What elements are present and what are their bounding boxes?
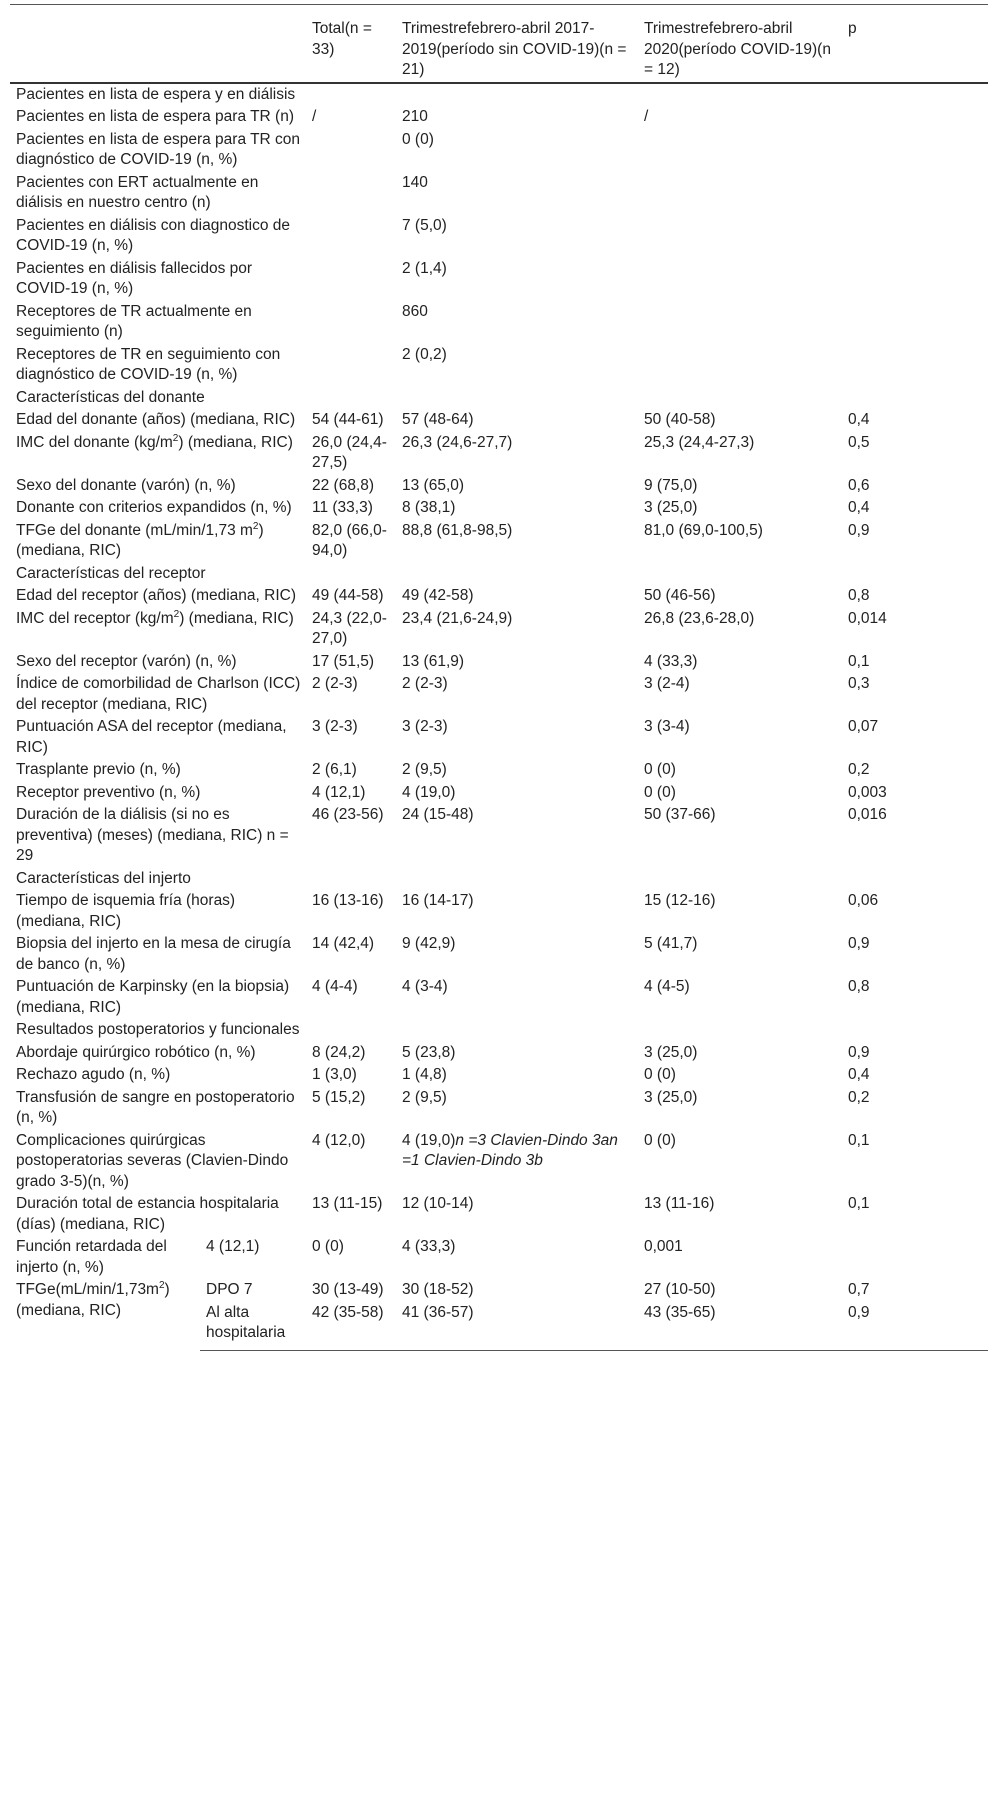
results-table bbox=[10, 4, 988, 1351]
cell-a: 2 (2-3) bbox=[402, 675, 448, 692]
cell-p: 0,7 bbox=[848, 1281, 870, 1298]
section-title: Características del injerto bbox=[16, 869, 191, 887]
cell-a: 210 bbox=[402, 108, 428, 125]
table-row bbox=[10, 1279, 988, 1302]
cell-total bbox=[306, 215, 396, 258]
section-title: Resultados postoperatorios y funcionales bbox=[16, 1021, 300, 1038]
row-label: Transfusión de sangre en postoperatorio (n, %) bbox=[16, 1088, 295, 1126]
cell-a: 3 (2-3) bbox=[402, 718, 448, 735]
cell-b: 3 (25,0) bbox=[644, 1043, 698, 1061]
table-row bbox=[10, 301, 988, 344]
table-row bbox=[10, 1130, 988, 1194]
cell-total bbox=[306, 301, 396, 344]
cell-p bbox=[842, 301, 988, 344]
cell-p: 0,9 bbox=[848, 1043, 870, 1061]
table-row bbox=[10, 608, 988, 651]
cell-b: 50 (40-58) bbox=[644, 411, 716, 428]
cell-p bbox=[842, 172, 988, 215]
label-text: ) (mediana, RIC) bbox=[16, 1281, 170, 1319]
label-sup: 2 bbox=[172, 432, 179, 444]
label-sup: 2 bbox=[252, 520, 259, 532]
cell-a: 5 (23,8) bbox=[402, 1043, 456, 1061]
cell-a: 2 (0,2) bbox=[402, 345, 447, 363]
cell-p: 0,2 bbox=[848, 1088, 870, 1106]
cell-a: 860 bbox=[402, 302, 428, 320]
cell-b: 27 (10-50) bbox=[644, 1281, 716, 1298]
cell-a: 57 (48-64) bbox=[402, 411, 474, 428]
row-label: Edad del donante (años) (mediana, RIC) bbox=[16, 411, 296, 428]
label-text: ) (mediana, RIC) bbox=[178, 433, 293, 451]
cell-p bbox=[842, 129, 988, 172]
cell-total: 11 (33,3) bbox=[312, 499, 373, 516]
cell-p: 0,06 bbox=[848, 892, 879, 909]
cell-a: 2 (1,4) bbox=[402, 259, 447, 277]
table-row bbox=[10, 1087, 988, 1130]
cell-a: 0 (0) bbox=[402, 130, 434, 148]
cell-total bbox=[306, 172, 396, 215]
cell-b: 0 (0) bbox=[644, 783, 676, 801]
cell-b: 0 (0) bbox=[644, 1066, 676, 1083]
cell-a: 4 (3-4) bbox=[402, 978, 448, 995]
row-label: Sexo del donante (varón) (n, %) bbox=[16, 476, 236, 494]
row-label: Receptores de TR en seguimiento con diagnóstico de COVID-19 (n, %) bbox=[16, 345, 281, 383]
cell-p bbox=[842, 106, 988, 129]
cell-total: 17 (51,5) bbox=[312, 652, 375, 670]
cell-total: 4 (12,1) bbox=[206, 1238, 260, 1255]
cell-total: 4 (12,0) bbox=[312, 1131, 366, 1149]
cell-p: 0,014 bbox=[848, 609, 887, 627]
table-row bbox=[10, 716, 988, 759]
cell-p: 0,4 bbox=[848, 411, 870, 428]
cell-b: 3 (3-4) bbox=[644, 718, 690, 735]
cell-total: 3 (2-3) bbox=[312, 718, 358, 735]
cell-total: 2 (6,1) bbox=[312, 761, 357, 778]
cell-b: 4 (4-5) bbox=[644, 978, 690, 995]
cell-p: 0,001 bbox=[644, 1238, 683, 1255]
cell-p: 0,4 bbox=[848, 499, 870, 516]
cell-a: 23,4 (21,6-24,9) bbox=[402, 609, 513, 627]
row-label: Duración de la diálisis (si no es preventiva) (meses) (mediana, RIC) n = 29 bbox=[16, 806, 289, 864]
cell-total: 54 (44-61) bbox=[312, 411, 384, 428]
table-row bbox=[10, 585, 988, 608]
table-row bbox=[10, 933, 988, 976]
cell-a: 49 (42-58) bbox=[402, 587, 474, 604]
sub-label: DPO 7 bbox=[206, 1281, 253, 1298]
table-row bbox=[10, 1064, 988, 1087]
table-row bbox=[10, 475, 988, 498]
row-label: Puntuación ASA del receptor (mediana, RIC) bbox=[16, 718, 287, 756]
row-label bbox=[10, 608, 306, 651]
cell-a: 41 (36-57) bbox=[396, 1302, 638, 1351]
table-row bbox=[10, 890, 988, 933]
label-sup: 2 bbox=[158, 1279, 165, 1291]
cell-a: 16 (14-17) bbox=[402, 892, 474, 909]
section-row bbox=[10, 563, 988, 586]
table-row bbox=[10, 759, 988, 782]
cell-b bbox=[638, 258, 842, 301]
cell-b: / bbox=[644, 108, 649, 125]
row-label: Función retardada del injerto (n, %) bbox=[16, 1238, 167, 1276]
cell-total: 4 (12,1) bbox=[312, 783, 366, 801]
label-text: IMC del donante (kg/m bbox=[16, 433, 173, 451]
label-text: TFGe(mL/min/1,73m bbox=[16, 1281, 159, 1298]
table-row bbox=[10, 129, 988, 172]
label-text: TFGe del donante (mL/min/1,73 m bbox=[16, 521, 253, 539]
cell-p bbox=[842, 344, 988, 387]
row-label: Abordaje quirúrgico robótico (n, %) bbox=[16, 1043, 256, 1061]
row-label: Pacientes en diálisis con diagnostico de COVID-19 (n, %) bbox=[16, 216, 291, 254]
row-label: Puntuación de Karpinsky (en la biopsia) (mediana, RIC) bbox=[16, 978, 290, 1016]
table-row bbox=[10, 1193, 988, 1236]
cell-total bbox=[306, 129, 396, 172]
table-row bbox=[10, 651, 988, 674]
row-label: Biopsia del injerto en la mesa de cirugía de banco (n, %) bbox=[16, 935, 291, 973]
cell-p: 0,8 bbox=[848, 587, 870, 604]
cell-total: 1 (3,0) bbox=[312, 1066, 357, 1083]
cell-a: 24 (15-48) bbox=[402, 806, 474, 823]
section-row bbox=[10, 83, 988, 107]
cell-a: 7 (5,0) bbox=[402, 216, 447, 234]
row-label: Índice de comorbilidad de Charlson (ICC) del receptor (mediana, RIC) bbox=[16, 675, 301, 713]
cell-total bbox=[306, 344, 396, 387]
row-label: Edad del receptor (años) (mediana, RIC) bbox=[16, 587, 296, 604]
cell-b: 15 (12-16) bbox=[644, 892, 716, 909]
section-row bbox=[10, 868, 988, 891]
label-sup: 2 bbox=[173, 608, 180, 620]
cell-p: 0,016 bbox=[848, 806, 887, 823]
cell-p: 0,1 bbox=[848, 652, 870, 670]
cell-p bbox=[842, 258, 988, 301]
cell-b: 0 (0) bbox=[644, 1131, 676, 1149]
table-row bbox=[10, 497, 988, 520]
cell-p: 0,6 bbox=[848, 476, 870, 494]
table-header-row bbox=[10, 5, 988, 83]
cell-p: 0,3 bbox=[848, 675, 870, 692]
cell-total: 82,0 (66,0-94,0) bbox=[312, 521, 387, 559]
table-row bbox=[10, 673, 988, 716]
cell-b bbox=[638, 344, 842, 387]
cell-empty bbox=[842, 1236, 988, 1279]
cell-p: 0,8 bbox=[848, 978, 870, 995]
row-label: Duración total de estancia hospitalaria (días) (mediana, RIC) bbox=[16, 1195, 279, 1233]
cell-total: 49 (44-58) bbox=[312, 587, 384, 604]
cell-total: / bbox=[312, 108, 317, 125]
section-title: Características del receptor bbox=[16, 564, 206, 582]
cell-b: 4 (33,3) bbox=[644, 652, 698, 670]
cell-b: 3 (2-4) bbox=[644, 675, 690, 692]
cell-total: 4 (4-4) bbox=[312, 978, 358, 995]
table-row bbox=[10, 976, 988, 1019]
table-row bbox=[10, 215, 988, 258]
cell-b: 3 (25,0) bbox=[644, 499, 698, 516]
label-text: ) (mediana, RIC) bbox=[179, 609, 294, 627]
header-total: Total(n = 33) bbox=[306, 5, 396, 83]
row-label: Pacientes en lista de espera para TR con diagnóstico de COVID-19 (n, %) bbox=[16, 130, 301, 168]
cell-a: 1 (4,8) bbox=[402, 1066, 447, 1083]
header-period-b: Trimestrefebrero-abril 2020(período COVID-19)(n = 12) bbox=[638, 5, 842, 83]
section-title: Características del donante bbox=[16, 388, 205, 406]
row-label: Sexo del receptor (varón) (n, %) bbox=[16, 652, 237, 670]
cell-total bbox=[306, 258, 396, 301]
cell-b bbox=[638, 129, 842, 172]
cell-a: 13 (65,0) bbox=[402, 476, 465, 494]
table-row bbox=[10, 344, 988, 387]
cell-p: 0,9 bbox=[848, 935, 870, 952]
cell-total: 14 (42,4) bbox=[312, 935, 375, 952]
cell-b: 0 (0) bbox=[644, 761, 676, 778]
cell-a: 88,8 (61,8-98,5) bbox=[402, 521, 513, 539]
row-label: Pacientes en diálisis fallecidos por COVID-19 (n, %) bbox=[16, 259, 253, 297]
cell-p: 0,003 bbox=[848, 783, 887, 801]
cell-total: 26,0 (24,4-27,5) bbox=[312, 433, 387, 471]
section-row bbox=[10, 1019, 988, 1042]
cell-p: 0,9 bbox=[842, 1302, 988, 1351]
row-label: Pacientes en lista de espera para TR (n) bbox=[16, 108, 295, 125]
header-p: p bbox=[842, 5, 988, 83]
header-label bbox=[10, 5, 306, 83]
cell-b: 26,8 (23,6-28,0) bbox=[644, 609, 755, 627]
cell-b: 25,3 (24,4-27,3) bbox=[644, 433, 755, 451]
row-label: Receptores de TR actualmente en seguimiento (n) bbox=[16, 302, 252, 340]
row-label: Pacientes con ERT actualmente en diálisis en nuestro centro (n) bbox=[16, 173, 259, 211]
cell-a: 2 (9,5) bbox=[402, 1088, 447, 1106]
cell-p: 0,2 bbox=[848, 761, 870, 778]
cell-a: 2 (9,5) bbox=[402, 761, 447, 778]
cell-b bbox=[638, 301, 842, 344]
header-period-a: Trimestrefebrero-abril 2017-2019(período sin COVID-19)(n = 21) bbox=[396, 5, 638, 83]
table-row bbox=[10, 782, 988, 805]
row-label: Receptor preventivo (n, %) bbox=[16, 783, 201, 801]
label-text: IMC del receptor (kg/m bbox=[16, 609, 174, 627]
row-label: Tiempo de isquemia fría (horas) (mediana, RIC) bbox=[16, 892, 236, 930]
cell-b: 4 (33,3) bbox=[402, 1238, 456, 1255]
cell-a: 0 (0) bbox=[312, 1238, 344, 1255]
cell-b bbox=[638, 215, 842, 258]
row-label bbox=[10, 520, 306, 563]
cell-a-note: n =3 Clavien-Dindo 3an =1 Clavien-Dindo 3b bbox=[402, 1131, 618, 1169]
cell-total: 5 (15,2) bbox=[312, 1088, 366, 1106]
cell-total: 46 (23-56) bbox=[312, 806, 384, 823]
table-row bbox=[10, 520, 988, 563]
sub-label: Al alta hospitalaria bbox=[200, 1302, 306, 1351]
table-row bbox=[10, 172, 988, 215]
cell-b: 5 (41,7) bbox=[644, 935, 698, 952]
cell-p bbox=[842, 215, 988, 258]
cell-a: 8 (38,1) bbox=[402, 499, 456, 516]
table-row bbox=[10, 106, 988, 129]
cell-b bbox=[638, 172, 842, 215]
cell-a: 12 (10-14) bbox=[402, 1195, 474, 1212]
cell-total: 24,3 (22,0-27,0) bbox=[312, 609, 387, 647]
cell-p: 0,5 bbox=[848, 433, 870, 451]
cell-total: 42 (35-58) bbox=[306, 1302, 396, 1351]
cell-a: 13 (61,9) bbox=[402, 652, 465, 670]
cell-b: 43 (35-65) bbox=[638, 1302, 842, 1351]
cell-p: 0,1 bbox=[848, 1195, 870, 1212]
cell-p: 0,1 bbox=[848, 1131, 870, 1149]
cell-a: 4 (19,0) bbox=[402, 783, 456, 801]
table-row bbox=[10, 804, 988, 868]
cell-total: 16 (13-16) bbox=[312, 892, 384, 909]
cell-total: 30 (13-49) bbox=[312, 1281, 384, 1298]
cell-p: 0,4 bbox=[848, 1066, 870, 1083]
cell-a: 140 bbox=[402, 173, 428, 191]
cell-b: 50 (37-66) bbox=[644, 806, 716, 823]
row-label: Donante con criterios expandidos (n, %) bbox=[16, 499, 292, 516]
table-row bbox=[10, 409, 988, 432]
row-label: Rechazo agudo (n, %) bbox=[16, 1066, 171, 1083]
cell-a: 26,3 (24,6-27,7) bbox=[402, 433, 513, 451]
cell-total: 8 (24,2) bbox=[312, 1043, 366, 1061]
table-row bbox=[10, 258, 988, 301]
cell-b: 50 (46-56) bbox=[644, 587, 716, 604]
row-label bbox=[10, 1279, 200, 1350]
table-row bbox=[10, 1042, 988, 1065]
cell-a: 9 (42,9) bbox=[402, 935, 456, 952]
cell-total: 13 (11-15) bbox=[312, 1195, 383, 1212]
cell-p: 0,07 bbox=[848, 718, 879, 735]
table-row bbox=[10, 1236, 988, 1279]
row-label: Complicaciones quirúrgicas postoperatorias severas (Clavien-Dindo grado 3-5)(n, %) bbox=[16, 1131, 289, 1190]
cell-total: 22 (68,8) bbox=[312, 476, 375, 494]
cell-b: 3 (25,0) bbox=[644, 1088, 698, 1106]
section-title: Pacientes en lista de espera y en diálisis bbox=[16, 85, 296, 103]
cell-b: 81,0 (69,0-100,5) bbox=[644, 521, 763, 539]
row-label bbox=[10, 432, 306, 475]
cell-total: 2 (2-3) bbox=[312, 675, 358, 692]
section-row bbox=[10, 387, 988, 410]
cell-p: 0,9 bbox=[848, 521, 870, 539]
label-text: ) (mediana, RIC) bbox=[16, 521, 264, 559]
table-row bbox=[10, 432, 988, 475]
cell-a: 30 (18-52) bbox=[402, 1281, 474, 1298]
row-label: Trasplante previo (n, %) bbox=[16, 761, 181, 778]
cell-b: 9 (75,0) bbox=[644, 476, 698, 494]
cell-b: 13 (11-16) bbox=[644, 1195, 715, 1212]
cell-a bbox=[396, 1130, 638, 1194]
cell-a-value: 4 (19,0) bbox=[402, 1131, 456, 1149]
